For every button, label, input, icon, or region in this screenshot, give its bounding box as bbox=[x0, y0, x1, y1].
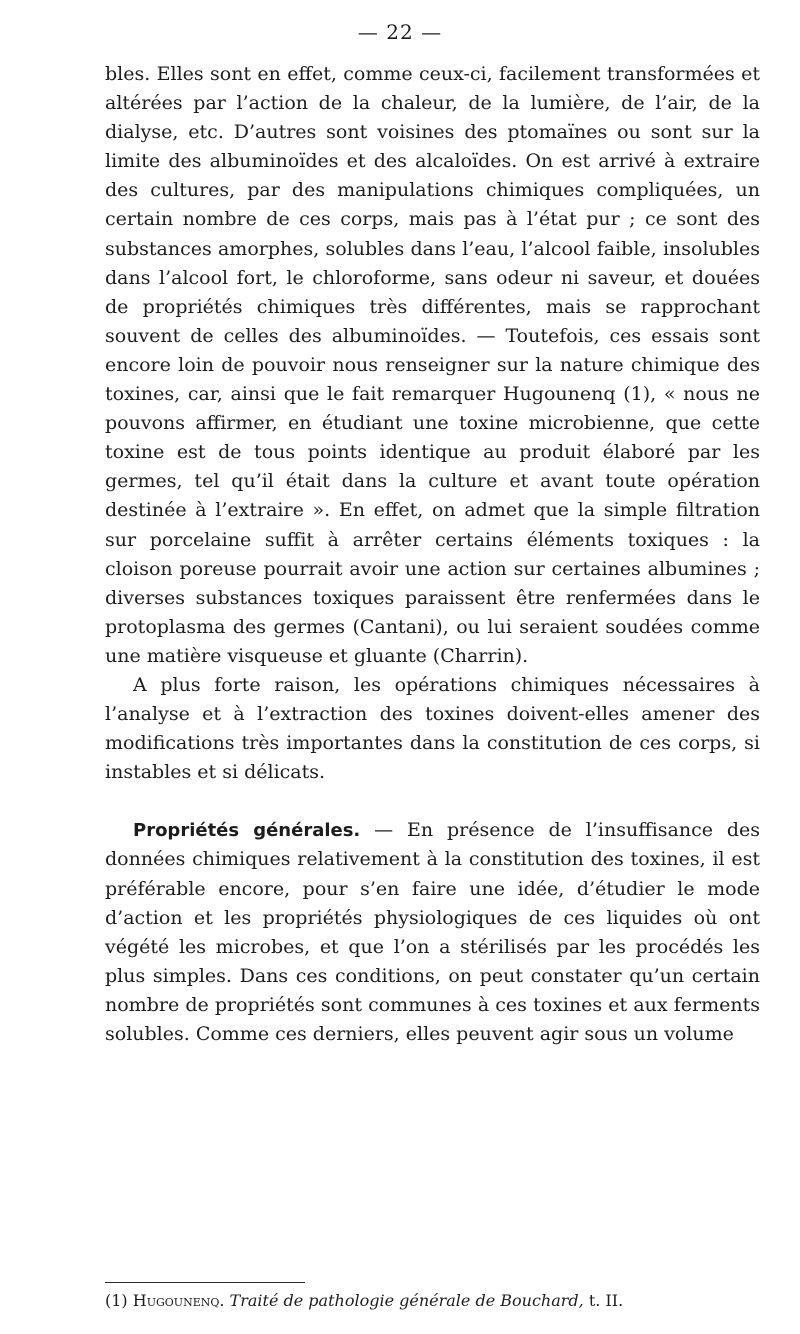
paragraph-continuation: bles. Elles sont en effet, comme ceux-ci, facilement transformées et altérées par l’action de la chaleur, de la lumière, de l’air, de la dialyse, etc. D’autres sont voisines des ptomaïnes ou sont sur la limite des albuminoïdes et des alcaloïdes. On est arrivé à extraire des cultures, par des manipulations chimiques compliquées, un certain nombre de ces corps, mais pas à l’état pur ; ce sont des substances amorphes, solubles dans l’eau, l’alcool faible, insolubles dans l’alcool fort, le chloroforme, sans odeur ni saveur, et douées de propriétés chimiques très différentes, mais se rapprochant souvent de celles des albuminoïdes. — Toutefois, ces essais sont encore loin de pouvoir nous renseigner sur la nature chimique des toxines, car, ainsi que le fait remarquer Hugounenq (1), « nous ne pouvons affirmer, en étudiant une toxine microbienne, que cette toxine est de tous points identique au produit élaboré par les germes, tel qu’il était dans la culture et avant toute opération destinée à l’extraire ». En effet, on admet que la simple filtration sur porcelaine suffit à arrêter certains éléments toxiques : la cloison poreuse pourrait avoir une action sur certaines albumines ; diverses substances toxiques paraissent être renfermées dans le protoplasma des germes (Cantani), ou lui seraient soudées comme une matière visqueuse et gluante (Charrin). bbox=[105, 63, 760, 667]
footnote-author: Hugounenq. bbox=[132, 1291, 225, 1310]
footnote-volume: t. II. bbox=[588, 1291, 624, 1310]
footnote-title: Traité de pathologie générale de Bouchard, bbox=[229, 1291, 584, 1310]
body-text bbox=[105, 60, 760, 1049]
section-heading: Propriétés générales. bbox=[133, 820, 361, 842]
section-body-text: — En présence de l’insuffisance des données chimiques relativement à la constitution des toxines, il est préférable encore, pour s’en faire une idée, d’étudier le mode d’action et les propriétés physiologiques de ces liquides où ont végété les microbes, et que l’on a stérilisés par les procédés les plus simples. Dans ces conditions, on peut constater qu’un certain nombre de propriétés sont communes à ces toxines et aux ferments solubles. Comme ces derniers, elles peuvent agir sous un volume bbox=[105, 819, 760, 1045]
paragraph-general-properties bbox=[105, 816, 760, 1049]
page-number: — 22 — bbox=[357, 20, 443, 44]
footnote-divider bbox=[105, 1282, 305, 1283]
footnote-marker: (1) bbox=[105, 1291, 128, 1310]
footnote bbox=[105, 1290, 760, 1312]
paragraph-operations: A plus forte raison, les opérations chimiques nécessaires à l’analyse et à l’extraction des toxines doivent-elles amener des modifications très importantes dans la constitution de ces corps, si instables et si délicats. bbox=[105, 673, 760, 784]
